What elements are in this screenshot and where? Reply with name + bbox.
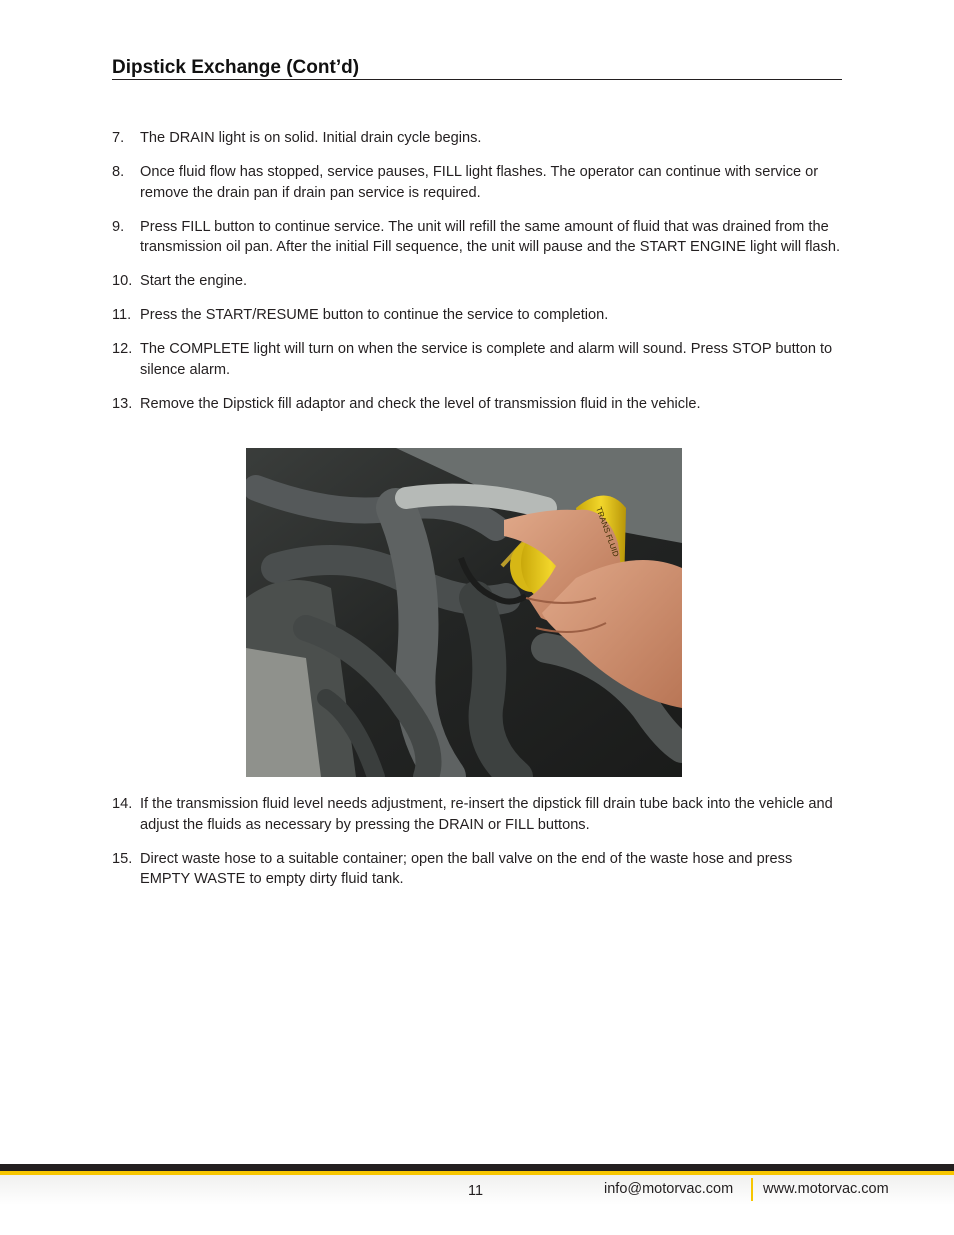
step-number: 10. — [112, 273, 133, 289]
step-number: 7. — [112, 130, 125, 146]
list-item — [112, 339, 842, 380]
step-text: Once fluid flow has stopped, service pauses, FILL light flashes. The operator can continue with service or remove the drain pan if drain pan service is required. — [140, 164, 819, 201]
steps-list-after-image — [112, 794, 842, 903]
step-text: Start the engine. — [140, 273, 248, 289]
footer-email-link[interactable]: info@motorvac.com — [604, 1181, 734, 1197]
list-item — [112, 794, 842, 835]
list-item — [112, 271, 842, 292]
step-number: 12. — [112, 341, 133, 357]
list-item — [112, 162, 842, 203]
step-text: Remove the Dipstick fill adaptor and check the level of transmission fluid in the vehicle. — [140, 395, 701, 412]
page-header — [112, 56, 842, 80]
step-number: 14. — [112, 796, 133, 812]
step-text: Press the START/RESUME button to continue the service to completion. — [140, 307, 609, 323]
step-text: Press FILL button to continue service. The unit will refill the same amount of fluid that was drained from the transmission oil pan. After the initial Fill sequence, the unit will pause and the START ENGINE light will flash. — [140, 218, 841, 255]
step-text: If the transmission fluid level needs adjustment, re-insert the dipstick fill drain tube back into the vehicle and adjust the fluids as necessary by pressing the DRAIN or FILL buttons. — [140, 796, 833, 833]
step-number: 9. — [112, 218, 125, 235]
step-number: 8. — [112, 164, 125, 180]
dipstick-cap-label: TRANS FLUID — [594, 505, 621, 558]
list-item — [112, 217, 842, 258]
step-text: Direct waste hose to a suitable container; open the ball valve on the end of the waste hose and press EMPTY WASTE to empty dirty fluid tank. — [140, 850, 793, 887]
engine-photo-illustration — [246, 448, 682, 777]
step-number: 11. — [112, 307, 132, 323]
step-number: 13. — [112, 395, 133, 412]
step-number: 15. — [112, 850, 133, 867]
list-item — [112, 305, 842, 326]
step-text: The COMPLETE light will turn on when the service is complete and alarm will sound. Press STOP button to silence alarm. — [140, 341, 833, 378]
steps-list-before-image — [112, 128, 842, 428]
footer-dark-bar — [0, 1164, 954, 1171]
step-text: The DRAIN light is on solid. Initial drain cycle begins. — [140, 130, 482, 146]
page-number: 11 — [468, 1183, 484, 1199]
list-item — [112, 849, 842, 890]
footer-divider — [751, 1178, 753, 1201]
engine-dipstick-photo — [246, 448, 682, 777]
list-item — [112, 128, 842, 149]
list-item — [112, 394, 842, 415]
footer-website-link[interactable]: www.motorvac.com — [763, 1181, 889, 1197]
page-title: Dipstick Exchange (Cont’d) — [112, 57, 360, 78]
